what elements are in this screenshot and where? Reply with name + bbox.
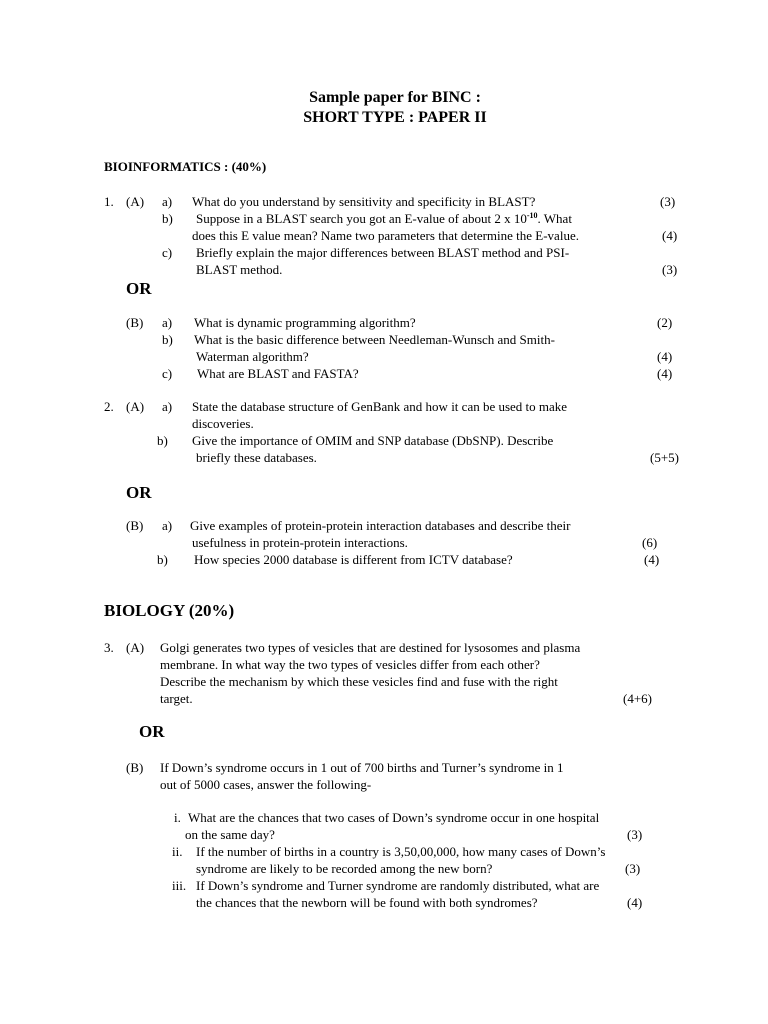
- marks: (4): [644, 552, 660, 567]
- question-text: out of 5000 cases, answer the following-: [160, 777, 372, 792]
- question-text: on the same day?: [185, 827, 275, 842]
- question-text: How species 2000 database is different from ICTV database?: [194, 552, 513, 567]
- question-text: Give examples of protein-protein interaction databases and describe their: [190, 518, 571, 533]
- marks: (6): [642, 535, 658, 550]
- part-label: (A): [126, 399, 145, 414]
- marks: (3): [625, 861, 641, 876]
- subpart-label: c): [162, 366, 173, 381]
- question-text: Golgi generates two types of vesicles that are destined for lysosomes and plasma: [160, 640, 581, 655]
- marks: (4): [657, 349, 673, 364]
- or-divider: OR: [139, 722, 165, 741]
- question-text: If Down’s syndrome and Turner syndrome are randomly distributed, what are: [196, 878, 600, 893]
- page-subtitle: SHORT TYPE : PAPER II: [303, 109, 487, 126]
- or-divider: OR: [126, 483, 152, 502]
- question-text: What are BLAST and FASTA?: [197, 366, 359, 381]
- question-text: Briefly explain the major differences between BLAST method and PSI-: [196, 245, 570, 260]
- question-text: What is the basic difference between Needleman-Wunsch and Smith-: [194, 332, 555, 347]
- question-text: If Down’s syndrome occurs in 1 out of 700 births and Turner’s syndrome in 1: [160, 760, 564, 775]
- question-number: 3.: [104, 640, 114, 655]
- question-text: State the database structure of GenBank and how it can be used to make: [192, 399, 568, 414]
- question-text: target.: [160, 691, 193, 706]
- subpart-label: c): [162, 245, 173, 260]
- or-divider: OR: [126, 279, 152, 298]
- subpart-label: b): [157, 433, 168, 448]
- subpart-label: a): [162, 315, 173, 330]
- question-text: does this E value mean? Name two parameters that determine the E-value.: [192, 228, 579, 243]
- subpart-label: a): [162, 399, 173, 414]
- question-text: Suppose in a BLAST search you got an E-value of about 2 x $10^{-10}$. What: [196, 211, 572, 226]
- question-text: What do you understand by sensitivity and specificity in BLAST?: [192, 194, 536, 209]
- part-label: (A): [126, 640, 145, 655]
- subpart-label: b): [162, 332, 173, 347]
- subpart-label: iii.: [172, 878, 187, 893]
- question-text: BLAST method.: [196, 262, 283, 277]
- question-text: What are the chances that two cases of Down’s syndrome occur in one hospital: [188, 810, 600, 825]
- section-heading-biology: BIOLOGY (20%): [104, 601, 235, 620]
- marks: (4): [657, 366, 673, 381]
- question-text: Describe the mechanism by which these vesicles find and fuse with the right: [160, 674, 558, 689]
- question-text: usefulness in protein-protein interactions.: [192, 535, 408, 550]
- subpart-label: b): [157, 552, 168, 567]
- marks: (3): [662, 262, 678, 277]
- question-text: the chances that the newborn will be found with both syndromes?: [196, 895, 538, 910]
- page-title: Sample paper for BINC :: [309, 89, 481, 106]
- question-number: 1.: [104, 194, 114, 209]
- question-text: What is dynamic programming algorithm?: [194, 315, 416, 330]
- subpart-label: ii.: [172, 844, 183, 859]
- marks: (4): [662, 228, 678, 243]
- part-label: (A): [126, 194, 145, 209]
- marks: (4): [627, 895, 643, 910]
- question-text: briefly these databases.: [196, 450, 317, 465]
- subpart-label: b): [162, 211, 173, 226]
- question-text: discoveries.: [192, 416, 254, 431]
- marks: (5+5): [650, 450, 679, 465]
- marks: (3): [660, 194, 676, 209]
- part-label: (B): [126, 760, 144, 775]
- part-label: (B): [126, 518, 144, 533]
- marks: (3): [627, 827, 643, 842]
- question-number: 2.: [104, 399, 114, 414]
- subpart-label: a): [162, 518, 173, 533]
- marks: (4+6): [623, 691, 652, 706]
- subpart-label: i.: [174, 810, 181, 825]
- question-text: membrane. In what way the two types of vesicles differ from each other?: [160, 657, 540, 672]
- question-text: If the number of births in a country is 3,50,00,000, how many cases of Down’s: [196, 844, 606, 859]
- section-heading-bioinformatics: BIOINFORMATICS : (40%): [104, 159, 267, 174]
- question-text: Waterman algorithm?: [196, 349, 309, 364]
- part-label: (B): [126, 315, 144, 330]
- question-text: Give the importance of OMIM and SNP database (DbSNP). Describe: [192, 433, 554, 448]
- subpart-label: a): [162, 194, 173, 209]
- question-text: syndrome are likely to be recorded among the new born?: [196, 861, 493, 876]
- marks: (2): [657, 315, 673, 330]
